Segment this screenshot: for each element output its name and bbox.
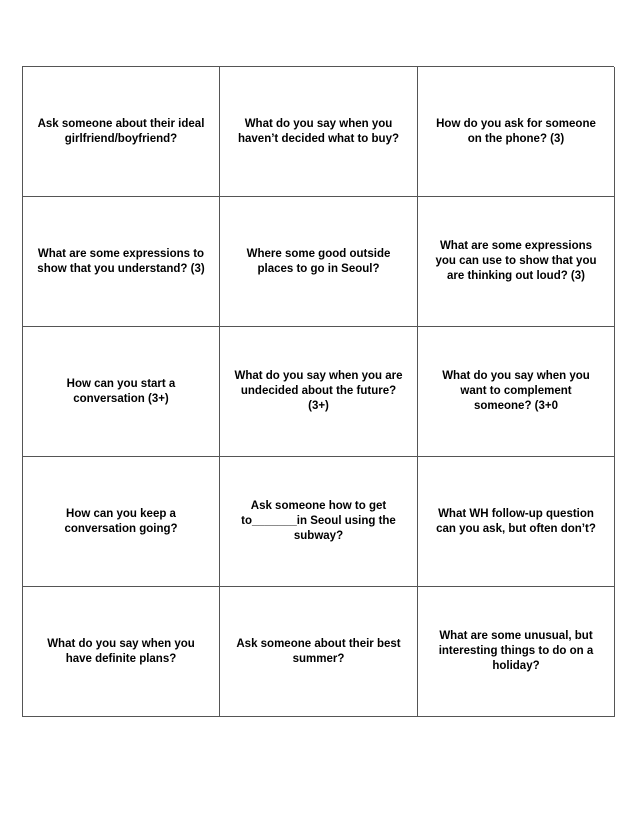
question-card: [23, 457, 220, 587]
question-card: [220, 457, 418, 587]
question-text: How do you ask for someone on the phone? (3): [436, 117, 596, 145]
question-card: [23, 67, 220, 197]
question-card: [23, 587, 220, 717]
question-text: What are some expressions to show that you understand? (3): [37, 247, 205, 275]
question-card: [220, 587, 418, 717]
question-text: Ask someone how to get to_______in Seoul using the subway?: [241, 500, 396, 542]
question-text: How can you keep a conversation going?: [64, 507, 178, 535]
question-text: What are some expressions you can use to show that you are thinking out loud? (3): [435, 240, 597, 282]
question-text: What do you say when you are undecided about the future? (3+): [234, 370, 403, 412]
question-card: [418, 327, 615, 457]
question-card-grid: [22, 66, 614, 717]
question-text: Ask someone about their ideal girlfriend/boyfriend?: [37, 117, 205, 145]
question-card: [23, 327, 220, 457]
question-text: What are some unusual, but interesting things to do on a holiday?: [438, 630, 594, 672]
question-card: [418, 197, 615, 327]
question-card: [418, 587, 615, 717]
question-card: [220, 67, 418, 197]
question-text: What do you say when you haven’t decided what to buy?: [237, 117, 400, 145]
question-text: What do you say when you want to complement someone? (3+0: [442, 370, 590, 412]
question-text: Ask someone about their best summer?: [236, 637, 401, 665]
question-card: [23, 197, 220, 327]
question-card: [220, 327, 418, 457]
question-card: [220, 197, 418, 327]
question-card: [418, 67, 615, 197]
question-text: How can you start a conversation (3+): [66, 377, 176, 405]
question-text: Where some good outside places to go in Seoul?: [246, 247, 391, 275]
question-text: What do you say when you have definite plans?: [47, 637, 195, 665]
question-text: What WH follow-up question can you ask, but often don’t?: [436, 507, 596, 535]
question-card: [418, 457, 615, 587]
